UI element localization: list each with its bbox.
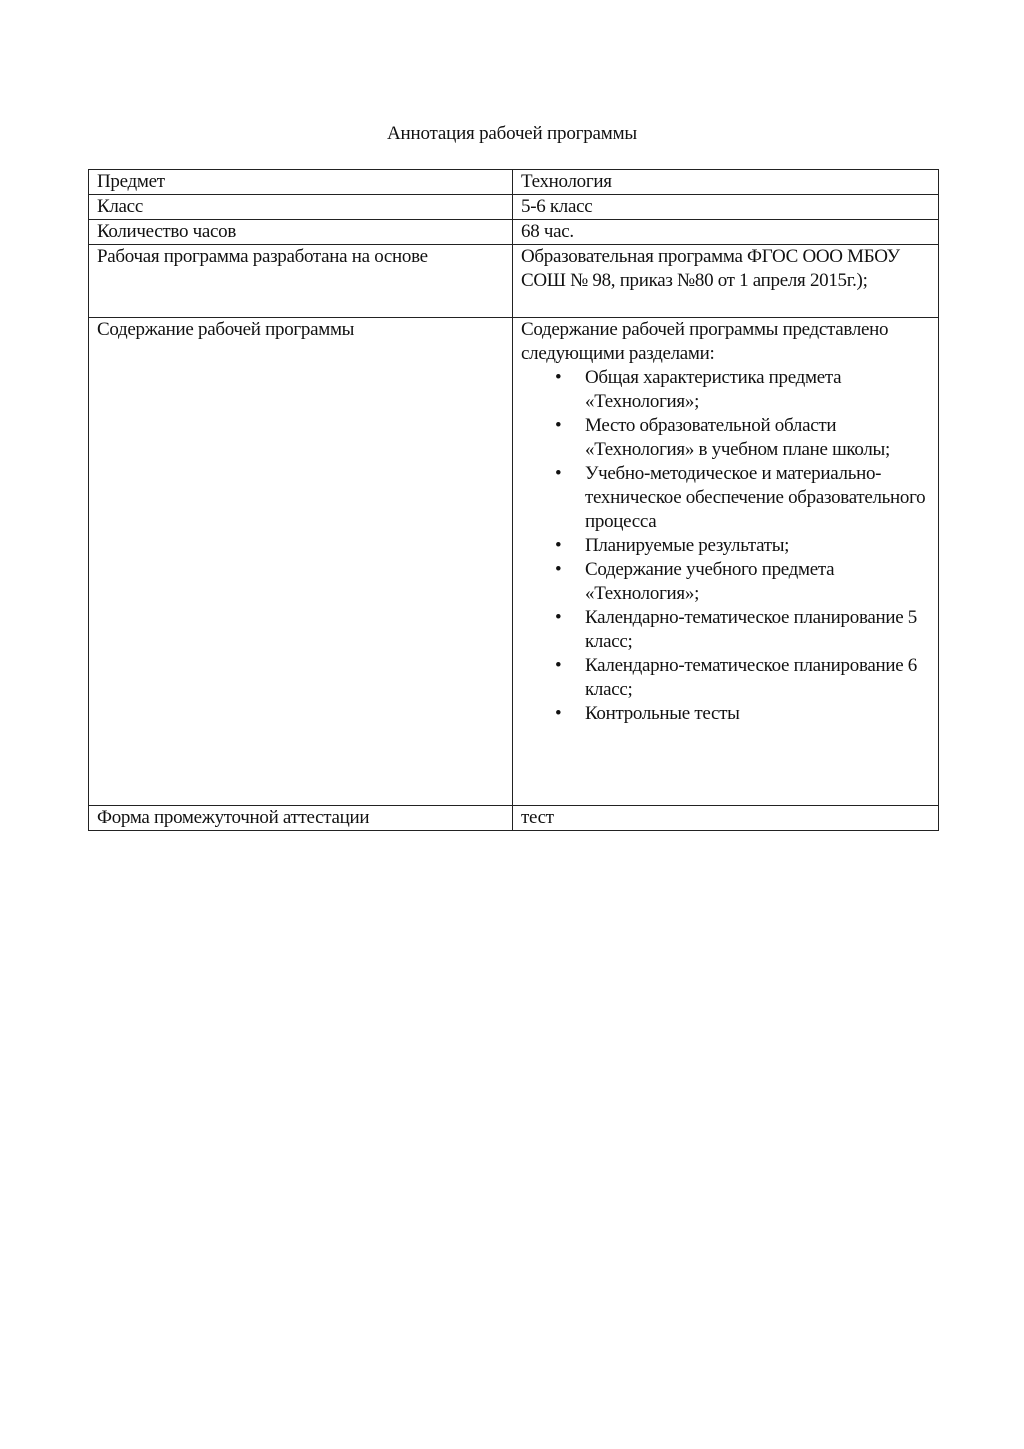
row-label-hours: Количество часов [89, 220, 513, 245]
row-label-class: Класс [89, 195, 513, 220]
list-item-text: Контрольные тесты [585, 703, 740, 724]
row-value-class: 5-6 класс [513, 195, 939, 220]
row-value-subject: Технология [513, 170, 939, 195]
list-item-text: Место образовательной области «Технология» в учебном плане школы; [585, 415, 890, 460]
bullet-icon: • [555, 559, 562, 580]
bullet-icon: • [555, 703, 562, 724]
row-value-basis: Образовательная программа ФГОС ООО МБОУ СОШ № 98, приказ №80 от 1 апреля 2015г.); [513, 245, 939, 318]
list-item-text: Календарно-тематическое планирование 5 класс; [585, 607, 918, 652]
row-value-hours: 68 час. [513, 220, 939, 245]
table-row [89, 318, 939, 806]
table-row [89, 195, 939, 220]
row-value-content [513, 318, 939, 806]
table-row [89, 806, 939, 831]
bullet-icon: • [555, 655, 562, 676]
bullet-icon: • [555, 535, 562, 556]
sections-list [521, 366, 930, 726]
row-label-basis: Рабочая программа разработана на основе [89, 245, 513, 318]
list-item [521, 366, 930, 414]
list-item-text: Общая характеристика предмета «Технология»; [585, 367, 842, 412]
list-item-text: Календарно-тематическое планирование 6 класс; [585, 655, 918, 700]
table-row [89, 220, 939, 245]
table-row [89, 170, 939, 195]
list-item [521, 462, 930, 534]
content-intro: Содержание рабочей программы представлено следующими разделами: [521, 319, 889, 364]
list-item [521, 606, 930, 654]
annotation-table [88, 169, 939, 831]
list-item [521, 654, 930, 702]
list-item [521, 414, 930, 462]
list-item [521, 702, 930, 726]
list-item-text: Учебно-методическое и материально-техническое обеспечение образовательного процесса [585, 463, 926, 532]
bullet-icon: • [555, 415, 562, 436]
list-item [521, 534, 930, 558]
list-item-text: Планируемые результаты; [585, 535, 790, 556]
row-label-content: Содержание рабочей программы [89, 318, 513, 806]
row-label-assessment: Форма промежуточной аттестации [89, 806, 513, 831]
bullet-icon: • [555, 367, 562, 388]
row-value-assessment: тест [513, 806, 939, 831]
bullet-icon: • [555, 607, 562, 628]
list-item [521, 558, 930, 606]
list-item-text: Содержание учебного предмета «Технология»; [585, 559, 835, 604]
bullet-icon: • [555, 463, 562, 484]
page-title: Аннотация рабочей программы [387, 123, 637, 144]
row-label-subject: Предмет [89, 170, 513, 195]
table-row [89, 245, 939, 318]
